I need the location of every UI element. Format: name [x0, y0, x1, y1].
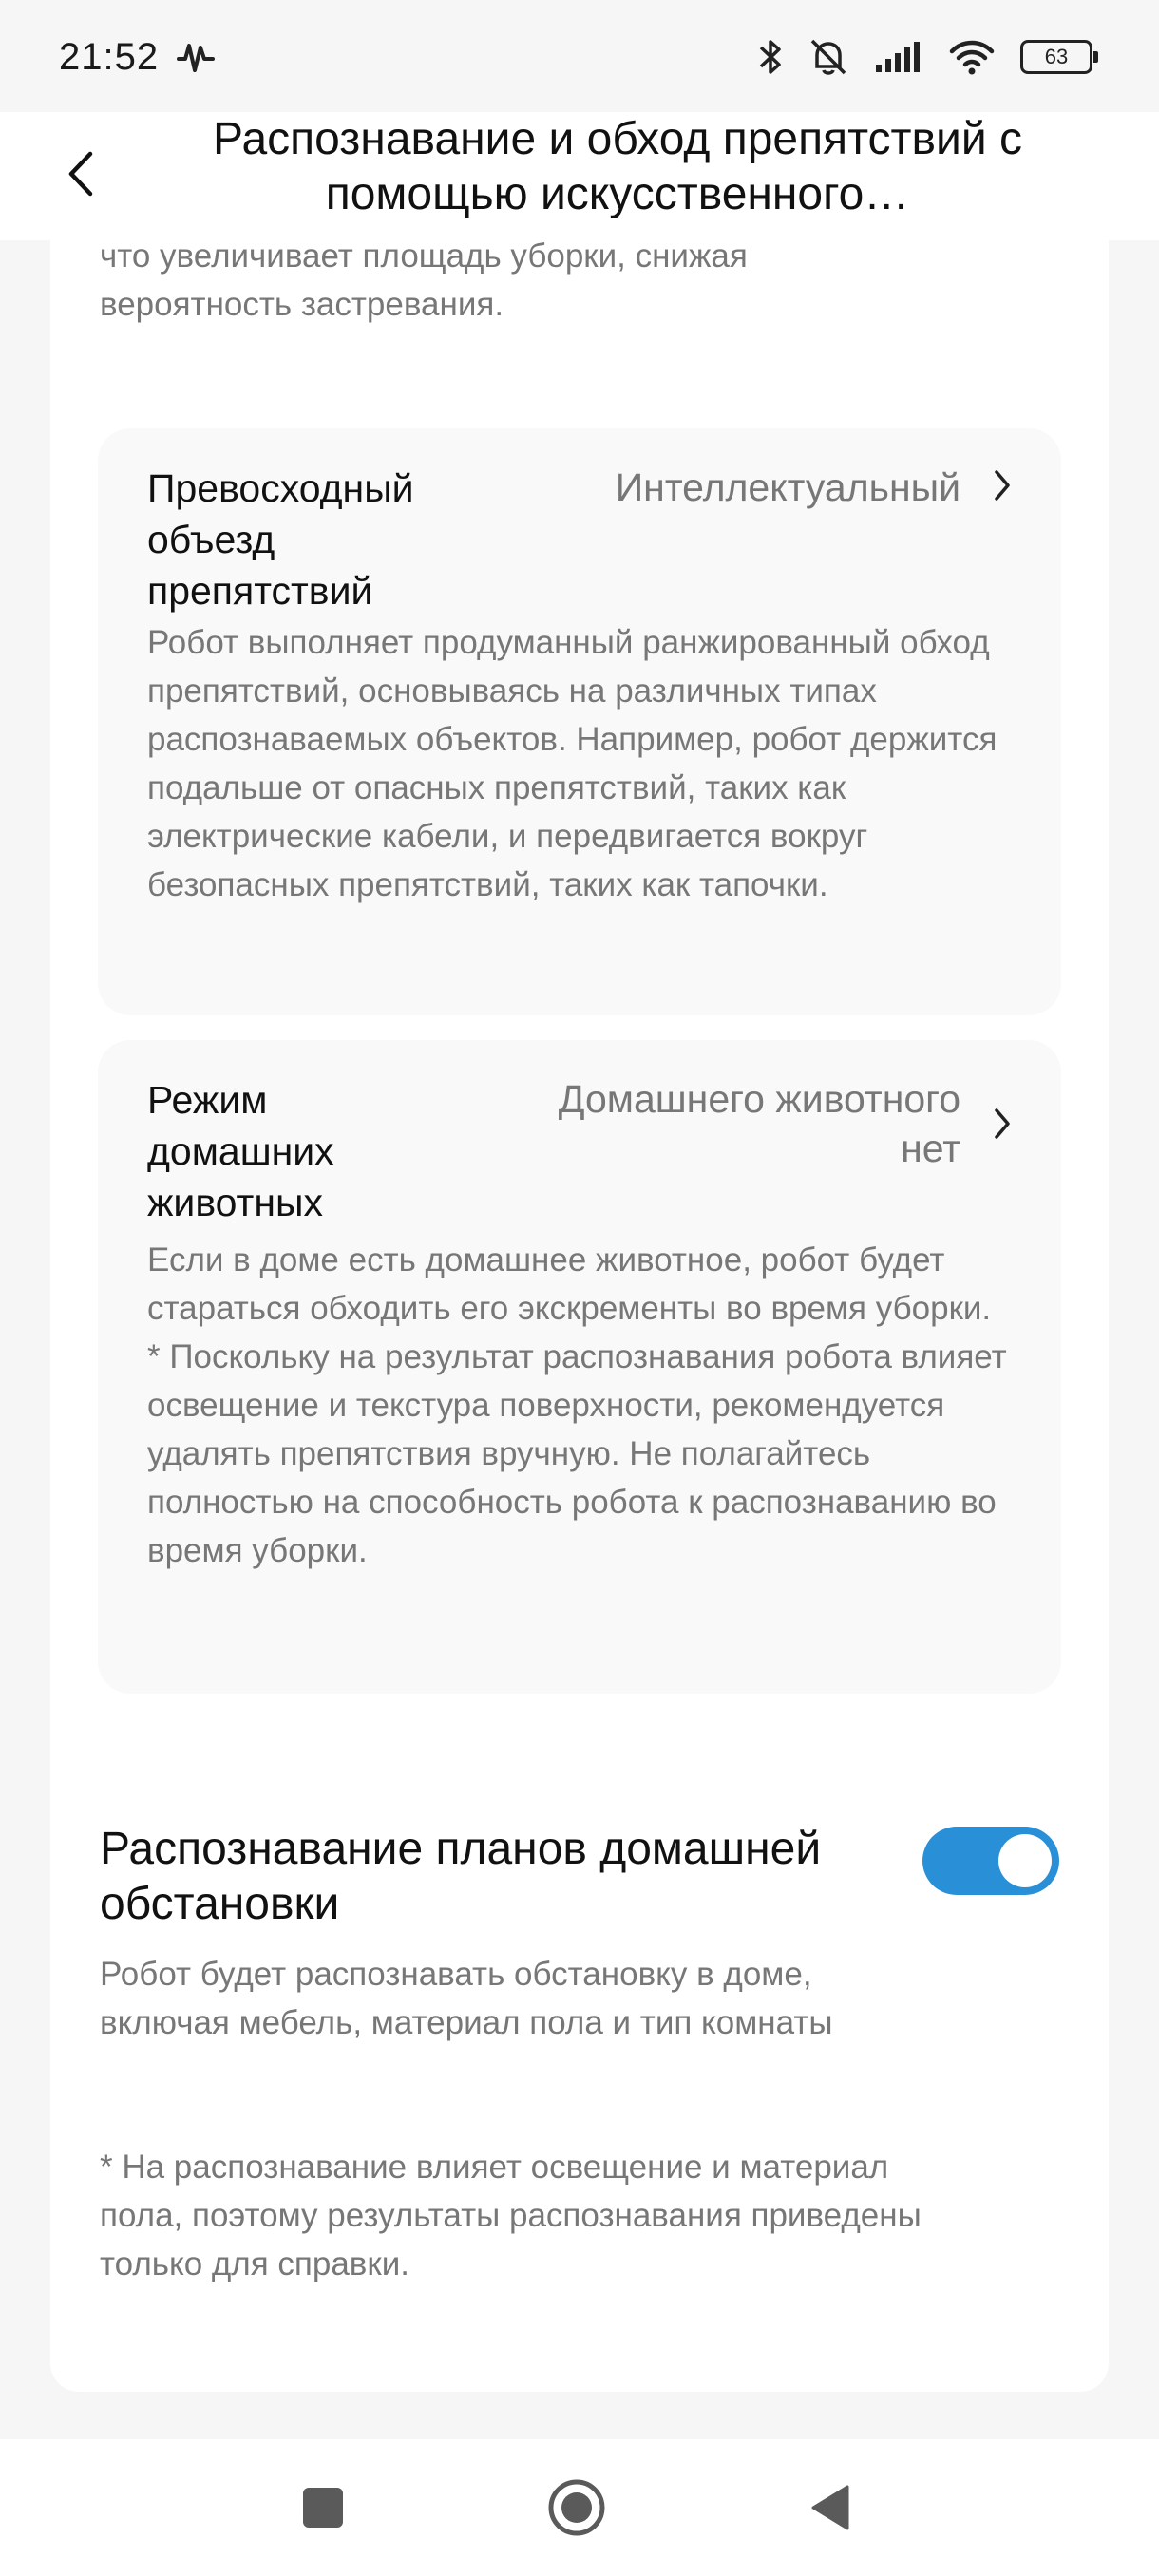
setting-value: Интеллектуальный: [615, 465, 960, 509]
home-recognition-toggle[interactable]: [922, 1827, 1059, 1895]
recents-button[interactable]: [289, 2473, 357, 2542]
back-button[interactable]: [55, 141, 104, 207]
setting-description-text: Если в доме есть домашнее животное, робот будет стараться обходить его экскременты во время уборки.: [147, 1241, 992, 1327]
pet-mode-setting[interactable]: [98, 1040, 1061, 1694]
activity-wave-icon: [177, 38, 215, 76]
status-icons: [758, 34, 1092, 80]
battery-icon: [1020, 40, 1092, 74]
circle-home-icon: [547, 2478, 606, 2537]
home-recognition-note: * На распознавание влияет освещение и материал пола, поэтому результаты распознавания приведены только для справки.: [100, 2149, 922, 2282]
bluetooth-icon: [758, 37, 783, 77]
obstacle-avoidance-setting[interactable]: [98, 428, 1061, 1015]
status-time: 21:52: [59, 36, 160, 78]
system-nav-bar: [0, 2439, 1159, 2576]
page-header: [0, 112, 1159, 240]
wifi-icon: [948, 38, 996, 76]
home-recognition-description: Робот будет распознавать обстановку в доме, включая мебель, материал пола и тип комнаты: [100, 1956, 833, 2041]
square-recents-icon: [302, 2487, 344, 2529]
home-button[interactable]: [542, 2473, 611, 2542]
section-description: что увеличивает площадь уборки, снижая вероятность застревания.: [100, 240, 748, 323]
page-title: Распознавание и обход препятствий с помощью искусственного…: [213, 114, 1022, 219]
status-bar: [0, 0, 1159, 112]
home-recognition-card: [50, 1784, 1109, 2392]
chevron-right-icon: [989, 1105, 1016, 1143]
signal-icon: [874, 40, 923, 74]
triangle-back-icon: [809, 2484, 851, 2531]
setting-label: Превосходный объезд препятствий: [147, 466, 414, 613]
setting-value: Домашнего животного нет: [558, 1077, 960, 1170]
setting-description: [147, 1236, 1021, 1575]
setting-note: * Поскольку на результат распознавания робота влияет освещение и текстура поверхности, рекомендуется удалять препятствия вручную. Не полагайтесь полностью на способность робота к распознаванию во время уборки.: [147, 1338, 1007, 1569]
battery-level: 63: [1044, 45, 1069, 68]
obstacle-settings-card: [50, 240, 1109, 1972]
setting-label: Режим домашних животных: [147, 1078, 334, 1224]
bell-muted-icon: [808, 36, 849, 78]
toggle-knob: [998, 1834, 1052, 1887]
settings-scroll-area[interactable]: [0, 240, 1159, 2439]
chevron-left-icon: [66, 150, 94, 198]
home-recognition-title: Распознавание планов домашней обстановки: [100, 1824, 822, 1929]
setting-description: Робот выполняет продуманный ранжированный обход препятствий, основываясь на различных типах распознаваемых объектов. Например, робот держится подальше от опасных препятствий, таких как электрические кабели, и передвигается вокруг безопасных препятствий, таких как тапочки.: [147, 624, 998, 903]
chevron-right-icon: [989, 466, 1016, 504]
system-back-button[interactable]: [796, 2473, 864, 2542]
